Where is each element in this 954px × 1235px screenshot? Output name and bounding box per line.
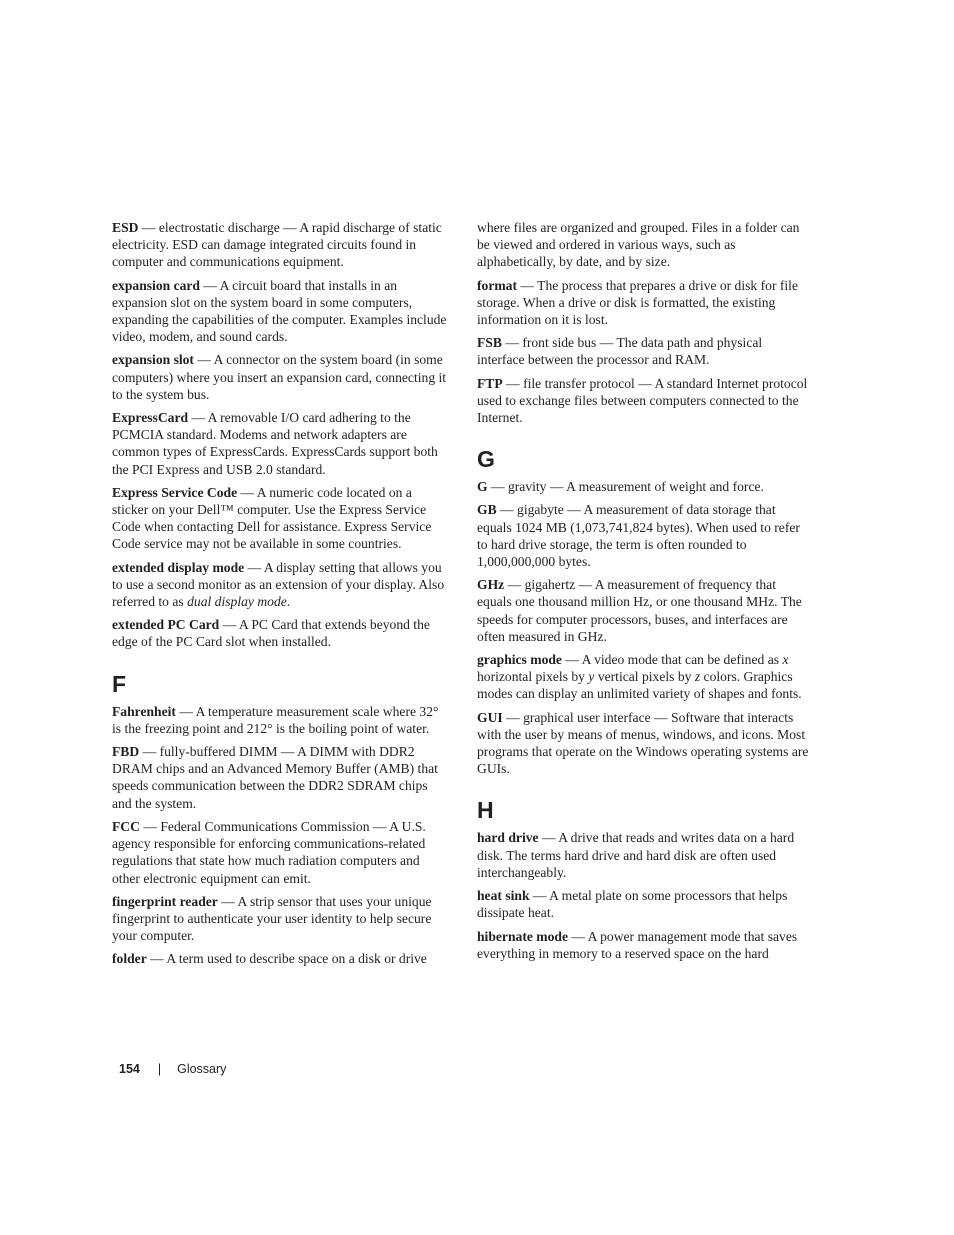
entry-definition: — A temperature measurement scale where 32° is the freezing point and 212° is the boiling point of water. bbox=[112, 703, 439, 736]
glossary-entry-format bbox=[477, 277, 813, 329]
entry-definition: — A term used to describe space on a disk or drive bbox=[146, 951, 427, 967]
footer-separator: | bbox=[157, 1062, 162, 1076]
section-letter-f: F bbox=[112, 670, 127, 697]
entry-term: FBD bbox=[112, 744, 140, 760]
glossary-entry-fsb bbox=[477, 334, 813, 368]
entry-term: GB bbox=[477, 502, 497, 518]
entry-term: hibernate mode bbox=[477, 928, 568, 944]
entry-term: GHz bbox=[477, 577, 505, 593]
page-number: 154 bbox=[119, 1062, 140, 1076]
glossary-entry-ftp bbox=[477, 375, 813, 427]
entry-definition: — front side bus — The data path and physical interface between the processor and RAM. bbox=[477, 335, 763, 368]
glossary-entry-express-service-code bbox=[112, 484, 448, 553]
glossary-entry-folder bbox=[112, 950, 448, 967]
glossary-entry-expansion-slot bbox=[112, 351, 448, 403]
glossary-entry-fcc bbox=[112, 818, 448, 887]
entry-term: graphics mode bbox=[477, 652, 562, 668]
entry-term: format bbox=[477, 277, 518, 293]
entry-definition: — gravity — A measurement of weight and force. bbox=[487, 479, 764, 495]
entry-definition: — graphical user interface — Software that interacts with the user by means of menus, windows, and icons. Most programs that operate on the Windows operating systems are GUIs. bbox=[477, 709, 809, 777]
entry-var-x: x bbox=[782, 652, 789, 668]
entry-definition: — A power management mode that saves everything in memory to a reserved space on the hard bbox=[477, 928, 798, 961]
glossary-entry-hard-drive bbox=[477, 829, 813, 881]
entry-term: FSB bbox=[477, 335, 502, 351]
entry-term: folder bbox=[112, 951, 147, 967]
entry-var-z: z bbox=[694, 669, 701, 685]
entry-term: extended display mode bbox=[112, 559, 245, 575]
entry-definition-tail: . bbox=[286, 594, 291, 610]
entry-definition: — A drive that reads and writes data on a hard disk. The terms hard drive and hard disk are often used interchangeably. bbox=[477, 830, 795, 880]
glossary-entry-extended-display-mode bbox=[112, 559, 448, 611]
section-letter-g: G bbox=[477, 446, 495, 473]
page-footer bbox=[119, 1062, 226, 1076]
entry-term: FTP bbox=[477, 375, 503, 391]
entry-definition: — electrostatic discharge — A rapid discharge of static electricity. ESD can damage integrated circuits found in computer and communications equipment. bbox=[112, 220, 442, 270]
entry-term: ESD bbox=[112, 220, 139, 235]
glossary-entry-fingerprint-reader bbox=[112, 893, 448, 945]
entry-definition: — gigahertz — A measurement of frequency that equals one thousand million Hz, or one thousand MHz. The speeds for computer processors, buses, and interfaces are often measured in GHz. bbox=[477, 577, 802, 644]
entry-definition: colors. Graphics modes can display an unlimited variety of shapes and fonts. bbox=[477, 669, 802, 702]
glossary-entry-esd bbox=[112, 219, 448, 271]
entry-term: G bbox=[477, 479, 488, 495]
glossary-entry-folder-continuation: where files are organized and grouped. Files in a folder can be viewed and ordered in various ways, such as alphabetically, by date, and by size. bbox=[477, 220, 800, 270]
entry-definition: — The process that prepares a drive or disk for file storage. When a drive or disk is formatted, the existing information on it is lost. bbox=[477, 277, 798, 328]
entry-definition: — A removable I/O card adhering to the PCMCIA standard. Modems and network adapters are common types of ExpressCards. ExpressCards support both the PCI Express and USB 2.0 standard. bbox=[112, 410, 438, 477]
glossary-entry-expansion-card bbox=[112, 277, 448, 346]
entry-definition: — A video mode that can be defined as bbox=[561, 652, 783, 668]
glossary-entry-gui bbox=[477, 709, 813, 778]
entry-term: FCC bbox=[112, 818, 140, 834]
section-letter-h: H bbox=[477, 797, 494, 824]
glossary-entry-fahrenheit bbox=[112, 703, 448, 737]
glossary-entry-g bbox=[477, 478, 813, 495]
entry-term: expansion slot bbox=[112, 352, 194, 368]
right-column bbox=[477, 219, 813, 968]
footer-section-title: Glossary bbox=[177, 1062, 227, 1076]
entry-definition: — A display setting that allows you to use a second monitor as an extension of your display. Also referred to as bbox=[112, 559, 445, 610]
glossary-entry-graphics-mode bbox=[477, 651, 813, 703]
entry-term: Fahrenheit bbox=[112, 703, 176, 719]
glossary-entry-heat-sink bbox=[477, 887, 813, 921]
entry-var-y: y bbox=[588, 669, 595, 685]
glossary-entry-fbd bbox=[112, 743, 448, 812]
entry-definition: — fully-buffered DIMM — A DIMM with DDR2 DRAM chips and an Advanced Memory Buffer (AMB) that speeds communication between the DDR2 SDRAM chips and the system. bbox=[112, 744, 438, 811]
glossary-entry-ghz bbox=[477, 576, 813, 645]
entry-definition: — A numeric code located on a sticker on your Dell™ computer. Use the Express Service Code when contacting Dell for assistance. Express Service Code service may not be available in some countries. bbox=[112, 484, 432, 552]
entry-definition: — A strip sensor that uses your unique fingerprint to authenticate your user identity to help secure your computer. bbox=[112, 893, 432, 944]
entry-definition: — gigabyte — A measurement of data storage that equals 1024 MB (1,073,741,824 bytes). When used to refer to hard drive storage, the term is often rounded to 1,000,000,000 bytes. bbox=[477, 502, 800, 570]
entry-definition: vertical pixels by bbox=[594, 669, 695, 685]
entry-definition: — A connector on the system board (in some computers) where you insert an expansion card, connecting it to the system bus. bbox=[112, 352, 447, 402]
entry-term: hard drive bbox=[477, 830, 539, 846]
entry-definition: — file transfer protocol — A standard Internet protocol used to exchange files between computers connected to the Internet. bbox=[477, 375, 808, 426]
entry-definition: — A PC Card that extends beyond the edge of the PC Card slot when installed. bbox=[112, 617, 430, 650]
entry-definition: — A metal plate on some processors that helps dissipate heat. bbox=[477, 888, 788, 921]
glossary-entry-extended-pc-card bbox=[112, 616, 448, 650]
glossary-entry-expresscard bbox=[112, 409, 448, 478]
entry-term: GUI bbox=[477, 709, 503, 725]
entry-term: fingerprint reader bbox=[112, 893, 218, 909]
entry-term: ExpressCard bbox=[112, 410, 189, 426]
entry-definition: — Federal Communications Commission — A U.S. agency responsible for enforcing communications-related regulations that state how much radiation computers and other electronic equipment can emit. bbox=[112, 818, 426, 886]
entry-emphasis: dual display mode bbox=[187, 594, 287, 610]
entry-definition: horizontal pixels by bbox=[477, 669, 589, 685]
entry-term: extended PC Card bbox=[112, 617, 220, 633]
entry-term: heat sink bbox=[477, 888, 530, 904]
glossary-entry-gb bbox=[477, 501, 813, 570]
entry-term: Express Service Code bbox=[112, 484, 238, 500]
entry-term: expansion card bbox=[112, 277, 200, 293]
entry-definition: — A circuit board that installs in an expansion slot on the system board in some computers, expanding the capabilities of the computer. Examples include video, modem, and sound cards. bbox=[112, 277, 447, 345]
glossary-entry-hibernate-mode bbox=[477, 928, 813, 962]
left-column bbox=[112, 219, 448, 974]
